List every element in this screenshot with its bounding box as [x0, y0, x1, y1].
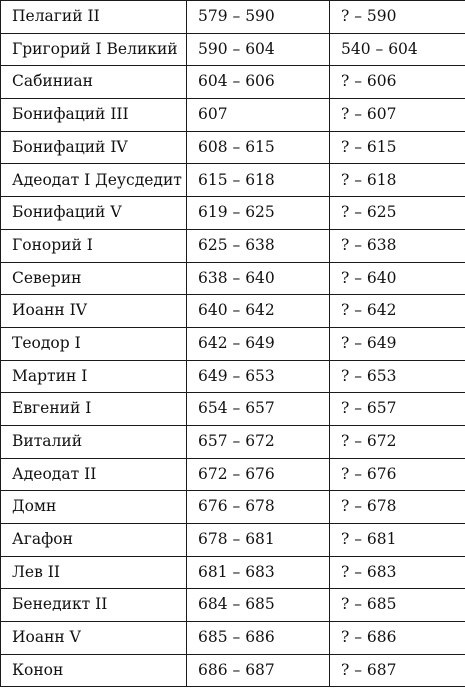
pope-name-cell: Гонорий I — [1, 229, 187, 262]
pope-name-cell: Мартин I — [1, 360, 187, 393]
table-row — [1, 295, 465, 328]
pope-name-cell: Адеодат II — [1, 458, 187, 491]
life-years-cell: ? – 642 — [330, 295, 465, 328]
pontificate-years-cell: 678 – 681 — [187, 524, 330, 557]
table-row — [1, 1, 465, 34]
life-years-cell: ? – 653 — [330, 360, 465, 393]
life-years-cell: ? – 638 — [330, 229, 465, 262]
life-years-cell: ? – 683 — [330, 556, 465, 589]
pope-name-cell: Евгений I — [1, 393, 187, 426]
pontificate-years-cell: 685 – 686 — [187, 622, 330, 655]
life-years-cell: ? – 678 — [330, 491, 465, 524]
pope-name-cell: Теодор I — [1, 327, 187, 360]
table-row — [1, 589, 465, 622]
life-years-cell: ? – 672 — [330, 425, 465, 458]
pontificate-years-cell: 654 – 657 — [187, 393, 330, 426]
table-row — [1, 33, 465, 66]
table-row — [1, 164, 465, 197]
pontificate-years-cell: 640 – 642 — [187, 295, 330, 328]
life-years-cell: ? – 685 — [330, 589, 465, 622]
pontificate-years-cell: 672 – 676 — [187, 458, 330, 491]
table-row — [1, 229, 465, 262]
pontificate-years-cell: 604 – 606 — [187, 66, 330, 99]
table-row — [1, 131, 465, 164]
life-years-cell: ? – 657 — [330, 393, 465, 426]
table-row — [1, 66, 465, 99]
pope-name-cell: Бенедикт II — [1, 589, 187, 622]
pope-name-cell: Конон — [1, 654, 187, 687]
life-years-cell: ? – 681 — [330, 524, 465, 557]
pontificate-years-cell: 657 – 672 — [187, 425, 330, 458]
pope-name-cell: Домн — [1, 491, 187, 524]
life-years-cell: ? – 687 — [330, 654, 465, 687]
table-row — [1, 327, 465, 360]
pope-name-cell: Бонифаций IV — [1, 131, 187, 164]
pontificate-years-cell: 686 – 687 — [187, 654, 330, 687]
pontificate-years-cell: 590 – 604 — [187, 33, 330, 66]
pope-name-cell: Иоанн V — [1, 622, 187, 655]
pontificate-years-cell: 608 – 615 — [187, 131, 330, 164]
table-row — [1, 524, 465, 557]
pontificate-years-cell: 684 – 685 — [187, 589, 330, 622]
life-years-cell: ? – 615 — [330, 131, 465, 164]
pontificate-years-cell: 619 – 625 — [187, 197, 330, 230]
life-years-cell: ? – 606 — [330, 66, 465, 99]
table-row — [1, 654, 465, 687]
life-years-cell: ? – 590 — [330, 1, 465, 34]
life-years-cell: ? – 686 — [330, 622, 465, 655]
pope-name-cell: Бонифаций V — [1, 197, 187, 230]
pontificate-years-cell: 607 — [187, 99, 330, 132]
table-row — [1, 262, 465, 295]
pope-name-cell: Григорий I Великий — [1, 33, 187, 66]
pope-name-cell: Лев II — [1, 556, 187, 589]
table-row — [1, 99, 465, 132]
pope-name-cell: Иоанн IV — [1, 295, 187, 328]
pope-name-cell: Агафон — [1, 524, 187, 557]
table-body — [1, 1, 465, 687]
life-years-cell: ? – 676 — [330, 458, 465, 491]
pope-name-cell: Бонифаций III — [1, 99, 187, 132]
table-row — [1, 622, 465, 655]
pontificate-years-cell: 676 – 678 — [187, 491, 330, 524]
life-years-cell: ? – 649 — [330, 327, 465, 360]
pontificate-years-cell: 638 – 640 — [187, 262, 330, 295]
pope-name-cell: Северин — [1, 262, 187, 295]
pope-name-cell: Пелагий II — [1, 1, 187, 34]
table-row — [1, 556, 465, 589]
table-row — [1, 393, 465, 426]
pontificate-years-cell: 579 – 590 — [187, 1, 330, 34]
pope-name-cell: Адеодат I Деусдедит — [1, 164, 187, 197]
life-years-cell: ? – 640 — [330, 262, 465, 295]
pope-name-cell: Сабиниан — [1, 66, 187, 99]
life-years-cell: ? – 618 — [330, 164, 465, 197]
life-years-cell: ? – 607 — [330, 99, 465, 132]
table-row — [1, 197, 465, 230]
table-row — [1, 458, 465, 491]
pontificate-years-cell: 681 – 683 — [187, 556, 330, 589]
pontificate-years-cell: 642 – 649 — [187, 327, 330, 360]
life-years-cell: 540 – 604 — [330, 33, 465, 66]
pontificate-years-cell: 615 – 618 — [187, 164, 330, 197]
pontificate-years-cell: 625 – 638 — [187, 229, 330, 262]
pope-name-cell: Виталий — [1, 425, 187, 458]
table-row — [1, 425, 465, 458]
life-years-cell: ? – 625 — [330, 197, 465, 230]
table-row — [1, 491, 465, 524]
table-row — [1, 360, 465, 393]
pontificate-years-cell: 649 – 653 — [187, 360, 330, 393]
